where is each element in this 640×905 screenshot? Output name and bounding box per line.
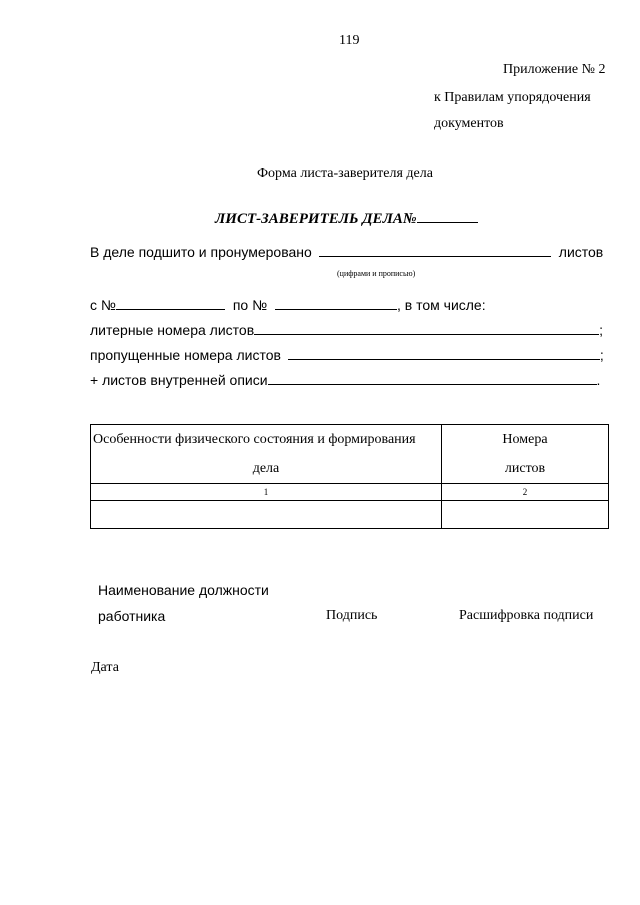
position-label-line1: Наименование должности bbox=[98, 582, 269, 598]
col1-number: 1 bbox=[263, 487, 269, 497]
filed-sheets-line bbox=[90, 244, 603, 262]
range-line bbox=[90, 297, 486, 313]
missing-numbers-blank[interactable] bbox=[288, 347, 600, 360]
signature-decoding-label: Расшифровка подписи bbox=[459, 608, 594, 623]
filed-prefix: В деле подшито и пронумеровано bbox=[90, 244, 312, 260]
missing-numbers-line bbox=[90, 347, 604, 363]
col2-header bbox=[442, 425, 609, 484]
col2-empty-cell[interactable] bbox=[442, 501, 609, 529]
appendix-line-1: Приложение № 2 bbox=[503, 62, 606, 77]
letter-numbers-label: литерные номера листов bbox=[90, 322, 255, 338]
appendix-line-2: к Правилам упорядочения bbox=[434, 90, 591, 105]
filed-count-blank[interactable] bbox=[319, 244, 551, 257]
col1-header bbox=[91, 425, 442, 484]
document-title bbox=[215, 210, 478, 228]
title-number-blank[interactable] bbox=[417, 210, 478, 223]
table-header-row bbox=[91, 425, 609, 484]
inner-inventory-label: + листов внутренней описи bbox=[90, 372, 268, 388]
inner-inventory-blank[interactable] bbox=[268, 372, 597, 385]
col2-header-line2: листов bbox=[504, 461, 546, 476]
letter-numbers-line bbox=[90, 322, 603, 338]
col1-number-cell bbox=[91, 484, 442, 501]
appendix-line-3: документов bbox=[434, 116, 504, 131]
inner-inventory-period: . bbox=[596, 372, 601, 388]
col2-number-cell bbox=[442, 484, 609, 501]
range-to-label: по № bbox=[232, 297, 268, 313]
range-from-label: с № bbox=[90, 297, 116, 313]
col1-header-line1: Особенности физического состояния и формирования bbox=[93, 432, 416, 447]
col2-number: 2 bbox=[522, 487, 528, 497]
col1-header-line2: дела bbox=[252, 461, 280, 476]
position-label-line2: работника bbox=[98, 608, 166, 624]
inner-inventory-line bbox=[90, 372, 600, 388]
missing-numbers-semicolon: ; bbox=[599, 347, 604, 363]
range-from-blank[interactable] bbox=[116, 297, 225, 310]
page-number: 119 bbox=[339, 33, 360, 48]
form-caption: Форма листа-заверителя дела bbox=[257, 166, 433, 181]
col1-empty-cell[interactable] bbox=[91, 501, 442, 529]
signature-label: Подпись bbox=[326, 608, 378, 623]
missing-numbers-label: пропущенные номера листов bbox=[90, 347, 281, 363]
col2-header-line1: Номера bbox=[502, 432, 548, 447]
physical-state-table bbox=[90, 424, 609, 529]
table-row bbox=[91, 501, 609, 529]
filed-hint: (цифрами и прописью) bbox=[337, 269, 416, 278]
table-number-row bbox=[91, 484, 609, 501]
letter-numbers-semicolon: ; bbox=[599, 322, 604, 338]
filed-suffix: листов bbox=[558, 244, 604, 260]
title-text: ЛИСТ-ЗАВЕРИТЕЛЬ ДЕЛА№ bbox=[215, 211, 417, 227]
range-including: , в том числе: bbox=[396, 297, 486, 313]
letter-numbers-blank[interactable] bbox=[254, 322, 599, 335]
date-label: Дата bbox=[91, 660, 119, 675]
range-to-blank[interactable] bbox=[275, 297, 397, 310]
